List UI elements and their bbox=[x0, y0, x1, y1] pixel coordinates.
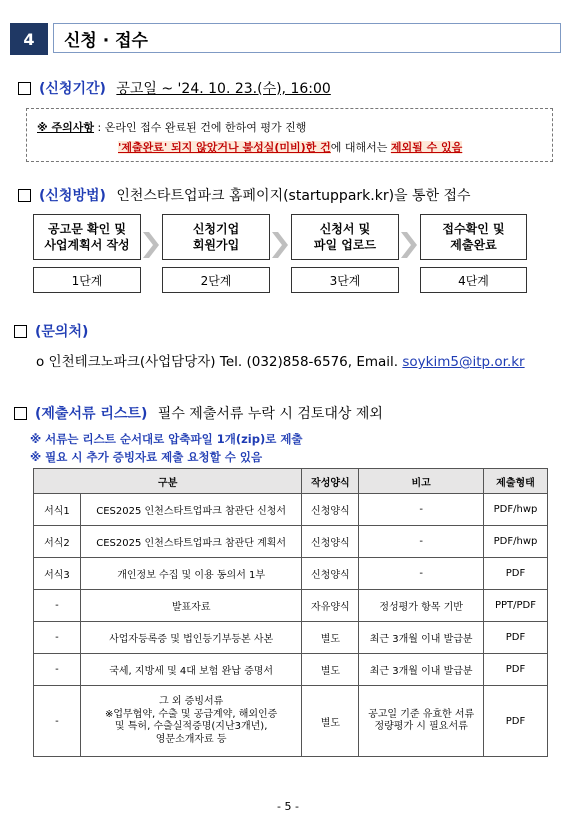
header-type: 제출형태 bbox=[483, 469, 547, 494]
cell-type: PDF bbox=[483, 622, 547, 654]
notice-line1-text: : 온라인 접수 완료된 건에 한하여 평가 진행 bbox=[94, 121, 307, 134]
docs-note-2: ※ 필요 시 추가 증빙자료 제출 요청할 수 있음 bbox=[30, 450, 263, 464]
checkbox-square-icon bbox=[18, 189, 31, 202]
section-number: 4 bbox=[10, 23, 48, 55]
section-title: 신청 · 접수 bbox=[53, 23, 561, 53]
cell-name: 그 외 증빙서류 ※업무협약, 수출 및 공급계약, 해외인증 및 특허, 수출실적증명(지난3개년), 영문소개자료 등 bbox=[80, 686, 302, 757]
notice-mid-text: 에 대해서는 bbox=[330, 141, 391, 154]
period-line bbox=[18, 78, 331, 98]
table-row bbox=[34, 526, 548, 558]
header-form: 작성양식 bbox=[302, 469, 359, 494]
contact-heading bbox=[14, 321, 88, 341]
cell-type: PDF bbox=[483, 654, 547, 686]
method-label: (신청방법) bbox=[39, 188, 106, 204]
step-2-box: 신청기업 회원가입 bbox=[162, 214, 270, 260]
checkbox-square-icon bbox=[14, 325, 27, 338]
table-row bbox=[34, 654, 548, 686]
step-2-label: 2단계 bbox=[162, 267, 270, 293]
table-row bbox=[34, 558, 548, 590]
documents-table bbox=[33, 468, 548, 757]
step-4-box: 접수확인 및 제출완료 bbox=[420, 214, 527, 260]
period-label: (신청기간) bbox=[39, 81, 106, 97]
contact-text: o 인천테크노파크(사업담당자) Tel. (032)858-6576, Email. bbox=[36, 354, 403, 370]
cell-form: 별도 bbox=[302, 686, 359, 757]
checkbox-square-icon bbox=[18, 82, 31, 95]
cell-note: - bbox=[359, 526, 484, 558]
cell-name: 개인정보 수집 및 이용 동의서 1부 bbox=[80, 558, 302, 590]
step-1-box: 공고문 확인 및 사업계획서 작성 bbox=[33, 214, 141, 260]
cell-name: CES2025 인천스타트업파크 참관단 신청서 bbox=[80, 494, 302, 526]
cell-form: 신청양식 bbox=[302, 494, 359, 526]
docs-note-1: ※ 서류는 리스트 순서대로 압축파일 1개(zip)로 제출 bbox=[30, 432, 303, 446]
table-row bbox=[34, 494, 548, 526]
step-3-label: 3단계 bbox=[291, 267, 399, 293]
cell-form: 자유양식 bbox=[302, 590, 359, 622]
cell-type: PDF/hwp bbox=[483, 526, 547, 558]
docs-text: 필수 제출서류 누락 시 검토대상 제외 bbox=[157, 406, 383, 422]
step-3-box: 신청서 및 파일 업로드 bbox=[291, 214, 399, 260]
cell-form: 신청양식 bbox=[302, 558, 359, 590]
cell-no: - bbox=[34, 590, 81, 622]
notice-head: ※ 주의사항 bbox=[37, 121, 95, 134]
arrow-right-icon bbox=[401, 232, 417, 258]
notice-excluded-text: 제외될 수 있음 bbox=[390, 141, 463, 154]
step-4-label: 4단계 bbox=[420, 267, 527, 293]
contact-label: (문의처) bbox=[35, 324, 89, 340]
arrow-right-icon bbox=[143, 232, 159, 258]
cell-note: - bbox=[359, 558, 484, 590]
cell-name: 사업자등록증 및 법인등기부등본 사본 bbox=[80, 622, 302, 654]
cell-note: 최근 3개월 이내 발급분 bbox=[359, 622, 484, 654]
cell-no: - bbox=[34, 654, 81, 686]
checkbox-square-icon bbox=[14, 407, 27, 420]
period-text: 공고일 ~ '24. 10. 23.(수), 16:00 bbox=[116, 81, 331, 97]
step-1-label: 1단계 bbox=[33, 267, 141, 293]
cell-note: 정성평가 항목 기반 bbox=[359, 590, 484, 622]
cell-form: 별도 bbox=[302, 654, 359, 686]
table-row bbox=[34, 686, 548, 757]
table-row bbox=[34, 622, 548, 654]
cell-no: 서식1 bbox=[34, 494, 81, 526]
cell-note: 공고일 기준 유효한 서류 정량평가 시 필요서류 bbox=[359, 686, 484, 757]
cell-form: 별도 bbox=[302, 622, 359, 654]
header-category: 구분 bbox=[34, 469, 302, 494]
cell-type: PDF bbox=[483, 558, 547, 590]
cell-type: PPT/PDF bbox=[483, 590, 547, 622]
notice-line1 bbox=[37, 119, 306, 135]
cell-note: - bbox=[359, 494, 484, 526]
method-line bbox=[18, 185, 471, 205]
contact-line bbox=[36, 350, 525, 370]
notice-box bbox=[26, 108, 553, 162]
method-text: 인천스타트업파크 홈페이지(startuppark.kr)을 통한 접수 bbox=[116, 188, 471, 204]
cell-note: 최근 3개월 이내 발급분 bbox=[359, 654, 484, 686]
cell-type: PDF bbox=[483, 686, 547, 757]
arrow-right-icon bbox=[272, 232, 288, 258]
table-row bbox=[34, 590, 548, 622]
cell-no: 서식2 bbox=[34, 526, 81, 558]
cell-name: 발표자료 bbox=[80, 590, 302, 622]
docs-label: (제출서류 리스트) bbox=[35, 406, 148, 422]
notice-red-text: '제출완료' 되지 않았거나 불성실(미비)한 건 bbox=[118, 141, 331, 154]
header-note: 비고 bbox=[359, 469, 484, 494]
table-header-row bbox=[34, 469, 548, 494]
contact-email-link[interactable]: soykim5@itp.or.kr bbox=[402, 354, 525, 370]
cell-no: - bbox=[34, 686, 81, 757]
page-number: - 5 - bbox=[277, 800, 299, 813]
cell-name: CES2025 인천스타트업파크 참관단 계획서 bbox=[80, 526, 302, 558]
cell-name: 국세, 지방세 및 4대 보험 완납 증명서 bbox=[80, 654, 302, 686]
notice-line2 bbox=[118, 139, 462, 155]
cell-form: 신청양식 bbox=[302, 526, 359, 558]
docs-heading bbox=[14, 403, 383, 423]
cell-no: 서식3 bbox=[34, 558, 81, 590]
cell-type: PDF/hwp bbox=[483, 494, 547, 526]
cell-no: - bbox=[34, 622, 81, 654]
